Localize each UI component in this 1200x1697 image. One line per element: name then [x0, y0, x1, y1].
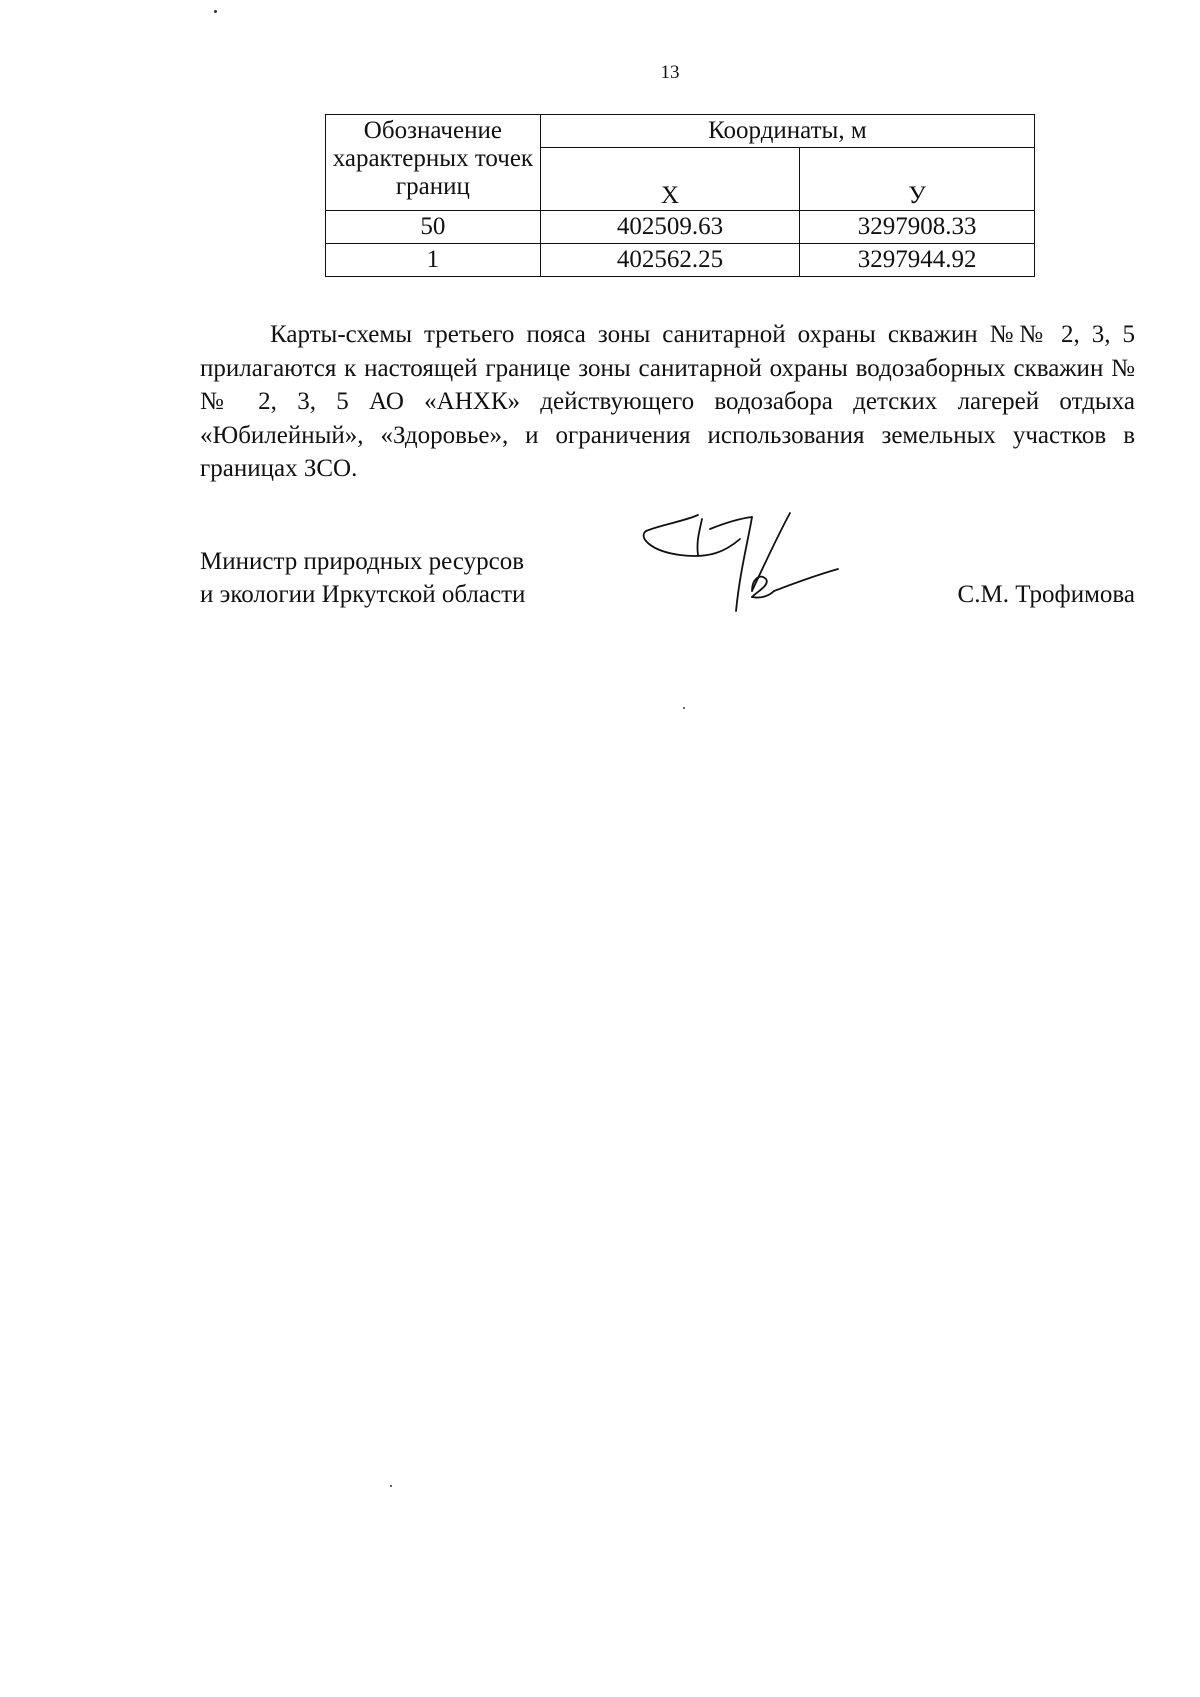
signature-block [200, 545, 1135, 625]
table-header-x: Х [540, 148, 800, 211]
body-paragraph: Карты-схемы третьего пояса зоны санитарной охраны скважин №№ 2, 3, 5 прилагаются к настоящей границе зоны санитарной охраны водозаборных скважин №№ 2, 3, 5 АО «АНХК» действующего водозабора детских лагерей отдыха «Юбилейный», «Здоровье», и ограничения использования земельных участков в границах ЗСО. [200, 321, 1135, 482]
scan-speck [214, 10, 217, 13]
table-cell-y: 3297944.92 [800, 244, 1035, 277]
signatory-name: С.М. Трофимова [957, 581, 1135, 608]
table-row [326, 211, 1035, 244]
table-header-y: У [800, 148, 1035, 211]
table-header-designation: Обозначение характерных точек границ [326, 115, 541, 211]
scan-speck [390, 1485, 392, 1487]
table-row [326, 244, 1035, 277]
table-cell-x: 402562.25 [540, 244, 800, 277]
signatory-title-line: Министр природных ресурсов [200, 548, 525, 575]
scan-speck [683, 707, 685, 709]
signatory-title [200, 545, 525, 611]
page-number: 13 [660, 62, 680, 83]
table-header-coordinates: Координаты, м [540, 115, 1034, 148]
signatory-title-line: и экологии Иркутской области [200, 581, 526, 608]
table-cell-point: 1 [326, 244, 541, 277]
table-cell-y: 3297908.33 [800, 211, 1035, 244]
table-cell-x: 402509.63 [540, 211, 800, 244]
coordinates-table [325, 114, 1035, 277]
table-cell-point: 50 [326, 211, 541, 244]
handwritten-signature [640, 511, 860, 631]
